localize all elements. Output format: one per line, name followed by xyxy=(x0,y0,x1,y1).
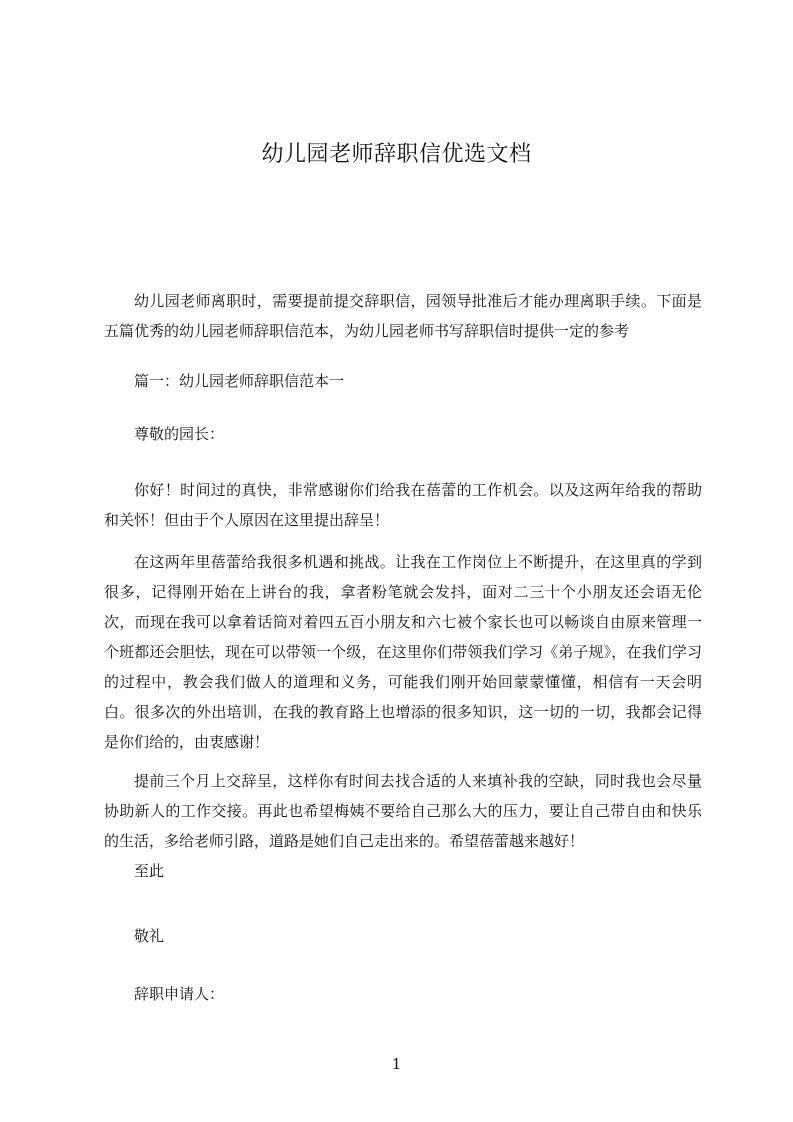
section-heading: 篇一：幼儿园老师辞职信范本一 xyxy=(134,372,345,390)
closing-line-1: 至此 xyxy=(134,862,165,880)
body-paragraph-3: 提前三个月上交辞呈，这样你有时间去找合适的人来填补我的空缺，同时我也会尽量协助新人的工作交接。再此也希望梅姨不要给自己那么大的压力，要让自己带自由和快乐的生活，多给老师引路，道路是她们自己走出来的。希望蓓蕾越来越好！ xyxy=(104,772,702,850)
intro-paragraph: 幼儿园老师离职时，需要提前提交辞职信，园领导批准后才能办理离职手续。下面是五篇优秀的幼儿园老师辞职信范本，为幼儿园老师书写辞职信时提供一定的参考 xyxy=(104,292,702,340)
signature-label: 辞职申请人： xyxy=(134,985,225,1003)
body-paragraph-1: 你好！时间过的真快，非常感谢你们给我在蓓蕾的工作机会。以及这两年给我的帮助和关怀！但由于个人原因在这里提出辞呈！ xyxy=(104,481,702,529)
salutation: 尊敬的园长： xyxy=(134,425,225,443)
document-title: 幼儿园老师辞职信优选文档 xyxy=(261,142,532,167)
page-number: 1 xyxy=(391,1055,402,1073)
body-paragraph-2: 在这两年里蓓蕾给我很多机遇和挑战。让我在工作岗位上不断提升，在这里真的学到很多，记得刚开始在上讲台的我，拿者粉笔就会发抖，面对二三十个小朋友还会语无伦次，而现在我可以拿着话筒对着四五百小朋友和六七被个家长也可以畅谈自由原来管理一个班都还会胆怯，现在可以带领一个级，在这里你们带领我们学习《弟子规》，在我们学习的过程中，教会我们做人的道理和义务，可能我们刚开始回蒙蒙懂懂，相信有一天会明白。很多次的外出培训，在我的教育路上也增添的很多知识，这一切的一切，我都会记得是你们给的，由衷感谢！ xyxy=(104,553,702,751)
closing-line-2: 敬礼 xyxy=(134,927,165,945)
